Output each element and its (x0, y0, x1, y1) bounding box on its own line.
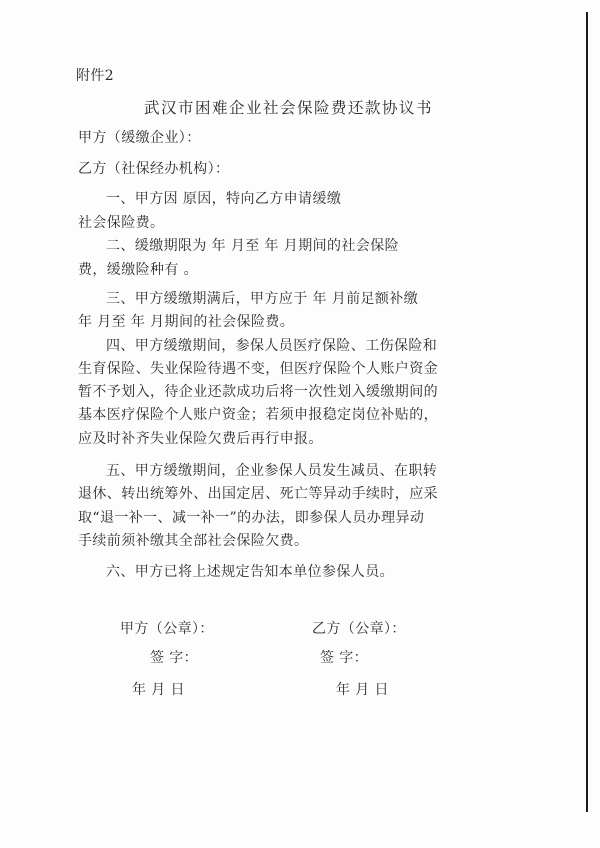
clause-1-line-2: 社会保险费。 (78, 215, 165, 231)
clause-6-line-1: 六、甲方已将上述规定告知本单位参保人员。 (106, 564, 394, 580)
clause-5-line-4: 手续前须补缴其全部社会保险欠费。 (78, 533, 309, 549)
party-b-label: 乙方（社保经办机构）： (78, 161, 230, 177)
clause-1-line-1: 一、甲方因 原因，特向乙方申请缓缴 (106, 191, 342, 207)
attachment-label: 附件2 (76, 68, 115, 84)
party-b-signature-label: 签 字： (320, 650, 369, 666)
party-b-seal-label: 乙方（公章）： (312, 621, 406, 637)
party-a-date-label: 年 月 日 (132, 682, 185, 698)
page-edge-border (586, 12, 588, 812)
party-b-date-label: 年 月 日 (336, 682, 389, 698)
clause-2-line-2: 费，缓缴险种有 。 (78, 262, 199, 278)
party-a-seal-label: 甲方（公章）： (120, 621, 214, 637)
document-title: 武汉市困难企业社会保险费还款协议书 (144, 99, 434, 117)
clause-4-line-3: 暂不予划入，待企业还款成功后将一次性划入缓缴期间的 (78, 384, 438, 400)
clause-4-line-4: 基本医疗保险个人账户资金；若须申报稳定岗位补贴的， (78, 407, 438, 423)
clause-5-line-1: 五、甲方缓缴期间，企业参保人员发生减员、在职转 (106, 463, 438, 479)
clause-5-line-3: 取“退一补一、减一补一”的办法，即参保人员办理异动 (78, 510, 425, 526)
party-a-label: 甲方（缓缴企业）： (78, 130, 201, 146)
clause-4-line-1: 四、甲方缓缴期间，参保人员医疗保险、工伤保险和 (106, 338, 438, 354)
clause-4-line-2: 生育保险、失业保险待遇不变，但医疗保险个人账户资金 (78, 361, 438, 377)
party-a-signature-label: 签 字： (150, 650, 199, 666)
clause-2-line-1: 二、缓缴期限为 年 月至 年 月期间的社会保险 (106, 238, 399, 254)
clause-3-line-1: 三、甲方缓缴期满后，甲方应于 年 月前足额补缴 (106, 291, 419, 307)
clause-5-line-2: 退休、转出统筹外、出国定居、死亡等异动手续时，应采 (78, 486, 438, 502)
clause-4-line-5: 应及时补齐失业保险欠费后再行申报。 (78, 431, 323, 447)
clause-3-line-2: 年 月至 年 月期间的社会保险费。 (78, 314, 295, 330)
